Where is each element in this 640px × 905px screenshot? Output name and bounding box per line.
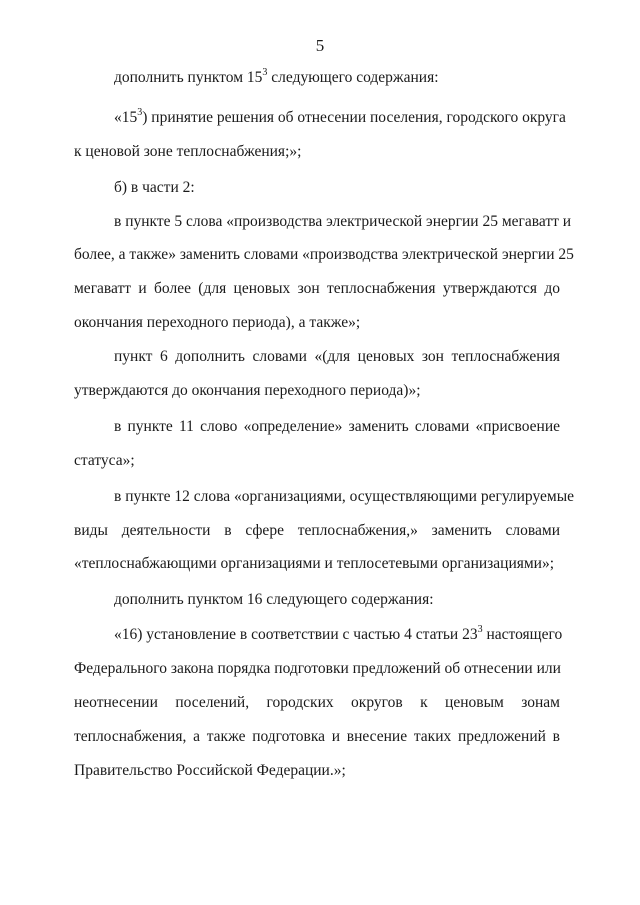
text-line: пункт 6 дополнить словами «(для ценовых зон теплоснабжения [114, 348, 560, 365]
text-line: теплоснабжения, а также подготовка и внесение таких предложений в [74, 728, 560, 745]
text-line: б) в части 2: [114, 179, 195, 196]
text-line: в пункте 5 слова «производства электрической энергии 25 мегаватт и [114, 213, 572, 230]
text-line: Федерального закона порядка подготовки предложений об отнесении или [74, 660, 561, 677]
page-number: 5 [315, 36, 325, 55]
text-line: «теплоснабжающими организациями и теплосетевыми организациями»; [74, 555, 555, 572]
text-line: в пункте 11 слово «определение» заменить словами «присвоение [114, 418, 560, 435]
superscript: 3 [137, 106, 143, 118]
text-line: окончания переходного периода), а также»; [74, 314, 361, 331]
text-line: дополнить пунктом 16 следующего содержания: [114, 591, 434, 608]
text-segment: настоящего [482, 626, 563, 643]
text-line: виды деятельности в сфере теплоснабжения,» заменить словами [74, 522, 560, 539]
text-line: статуса»; [74, 452, 135, 469]
text-line [114, 623, 563, 645]
text-line: утверждаются до окончания переходного периода)»; [74, 382, 421, 399]
text-line: в пункте 12 слова «организациями, осуществляющими регулируемые [114, 488, 574, 505]
text-segment: «15 [114, 109, 138, 126]
text-segment: следующего содержания: [267, 69, 439, 86]
text-line: Правительство Российской Федерации.»; [74, 762, 346, 779]
text-line: более, а также» заменить словами «производства электрической энергии 25 [74, 246, 574, 263]
text-line: мегаватт и более (для ценовых зон теплоснабжения утверждаются до [74, 280, 560, 297]
superscript: 3 [477, 623, 483, 635]
superscript: 3 [262, 66, 268, 78]
text-line: к ценовой зоне теплоснабжения;»; [74, 143, 302, 160]
text-line: неотнесении поселений, городских округов к ценовым зонам [74, 694, 560, 711]
text-segment: «16) установление в соответствии с частью 4 статьи 23 [114, 626, 478, 643]
text-segment: дополнить пунктом 15 [114, 69, 263, 86]
text-line [114, 106, 566, 128]
text-segment: ) принятие решения об отнесении поселения, городского округа [142, 109, 566, 126]
text-line [114, 68, 439, 88]
